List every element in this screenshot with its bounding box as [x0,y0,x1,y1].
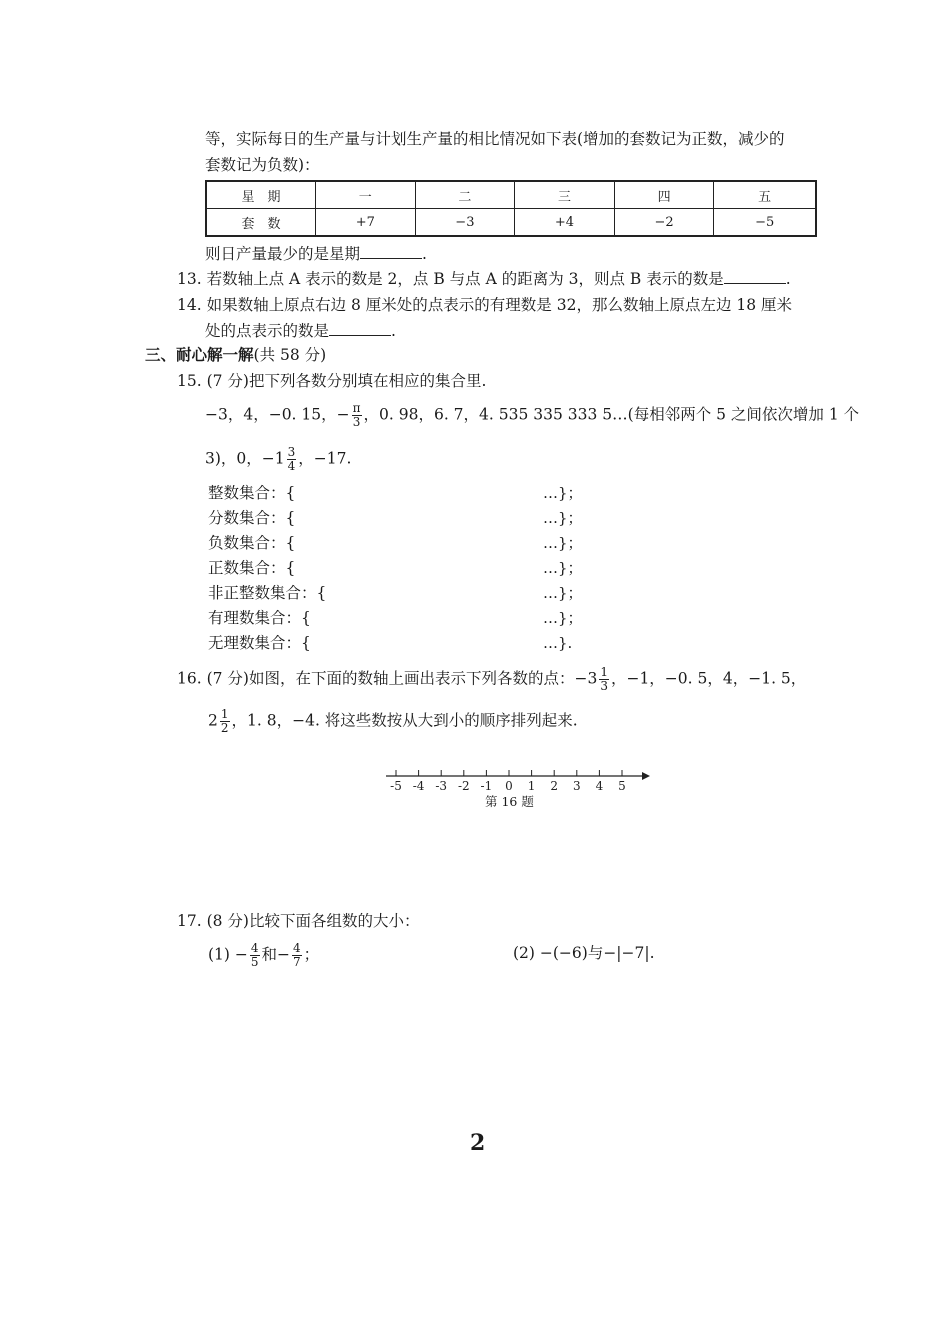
table-day-cell: 四 [614,181,714,209]
q17-prompt: 17. (8 分)比较下面各组数的大小： [177,912,420,930]
number-line-tick-label: 1 [527,779,536,793]
table-header-label: 星 期 [206,181,316,209]
one-third-fraction: $\frac{1}{3}$ [600,665,608,693]
set-nonpositive-integers-tail: …}； [543,584,583,602]
table-row [206,209,816,237]
page-number: 2 [470,1130,486,1156]
table-value-cell: −3 [415,209,515,237]
number-line-tick-label: -5 [390,779,402,793]
q15-numbers-line2: 3)，0，−1 $\frac{3}{4}$ ，−17. [205,445,352,473]
arrow-right-icon [642,772,650,780]
q16-line1: 16. (7 分)如图，在下面的数轴上画出表示下列各数的点：−3 $\frac{1}{3}$ ，−1，−0. 5，4，−1. 5， [177,665,807,693]
set-fractions-label: 分数集合：{ [208,509,296,527]
q12-line1: 等，实际每日的生产量与计划生产量的相比情况如下表(增加的套数记为正数，减少的 [205,130,785,148]
number-line-tick-label: -3 [435,779,448,793]
table-value-cell: −2 [614,209,714,237]
set-rational-tail: …}； [543,609,583,627]
q15-prompt: 15. (7 分)把下列各数分别填在相应的集合里. [177,372,487,390]
set-integers-label: 整数集合：{ [208,484,296,502]
number-line-tick-label: 0 [505,779,513,793]
number-line-tick-label: 2 [550,779,559,793]
four-fifths-fraction: $\frac{4}{5}$ [250,941,259,969]
number-line-tick-label: -1 [480,779,493,793]
set-rational-label: 有理数集合：{ [208,609,311,627]
table-value-cell: +7 [316,209,416,237]
set-integers-tail: …}； [543,484,583,502]
table-day-cell: 三 [515,181,615,209]
three-quarters-fraction: $\frac{3}{4}$ [287,445,296,473]
table-row [206,181,816,209]
set-nonpositive-integers-label: 非正整数集合：{ [208,584,327,602]
q17-part1: (1) − $\frac{4}{5}$ 和− $\frac{4}{7}$ ； [208,941,320,969]
q17-part2: (2) −(−6)与−|−7|. [513,944,655,962]
number-line-tick-label: 5 [618,779,626,793]
number-line-tick-label: -4 [412,779,425,793]
table-day-cell: 二 [415,181,515,209]
set-positive-tail: …}； [543,559,583,577]
q12-line2: 套数记为负数)： [205,156,320,174]
four-sevenths-fraction: $\frac{4}{7}$ [293,941,301,969]
q12-question: 则日产量最少的是星期 . [205,245,427,263]
set-positive-label: 正数集合：{ [208,559,296,577]
number-line-tick-label: -2 [457,779,470,793]
set-irrational-label: 无理数集合：{ [208,634,311,652]
q15-numbers-line1: −3，4，−0. 15，− $\frac{\pi}{3}$ ，0. 98，6. 7，4. 535 335 333 5…(每相邻两个 5 之间依次增加 1 个 [205,401,860,429]
q14-line1: 14. 如果数轴上原点右边 8 厘米处的点表示的有理数是 32，那么数轴上原点左边 18 厘米 [177,296,793,314]
set-negative-label: 负数集合：{ [208,534,296,552]
q13: 13. 若数轴上点 A 表示的数是 2，点 B 与点 A 的距离为 3，则点 B 表示的数是 . [177,270,791,288]
table-row-label: 套 数 [206,209,316,237]
number-line-tick-label: 3 [572,779,581,793]
q14-line2: 处的点表示的数是 . [205,322,396,340]
table-value-cell: −5 [714,209,816,237]
pi-over-3-fraction: $\frac{\pi}{3}$ [352,401,361,429]
set-irrational-tail: …}. [543,634,573,652]
table-day-cell: 一 [316,181,416,209]
section-title: 三、耐心解一解(共 58 分) [145,345,327,364]
table-value-cell: +4 [515,209,615,237]
number-line-tick-label: 4 [595,779,604,793]
figure-caption: 第 16 题 [485,794,534,809]
set-negative-tail: …}； [543,534,583,552]
set-fractions-tail: …}； [543,509,583,527]
production-table [205,180,817,237]
table-day-cell: 五 [714,181,816,209]
q16-line2: 2 $\frac{1}{2}$ ，1. 8，−4. 将这些数按从大到小的顺序排列起来. [208,707,578,735]
one-half-fraction: $\frac{1}{2}$ [220,707,229,735]
